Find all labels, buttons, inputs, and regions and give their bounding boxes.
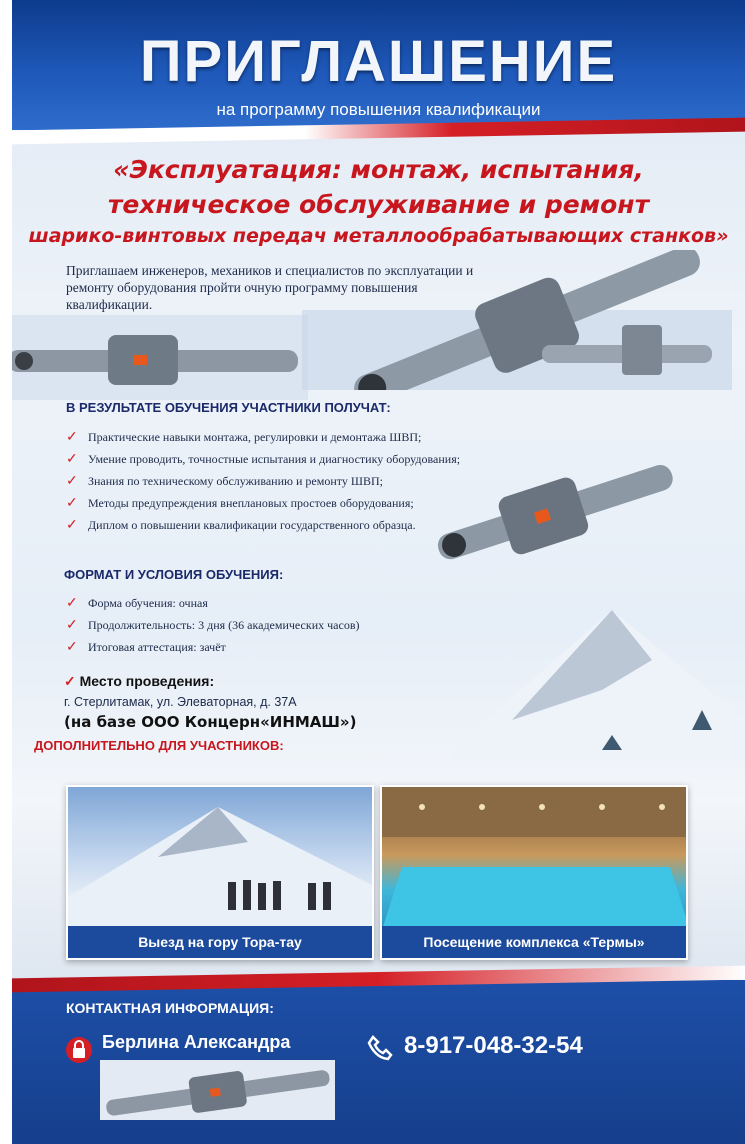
mountain-photo: [68, 787, 374, 930]
results-list: [66, 426, 460, 536]
check-icon: ✓: [66, 517, 78, 533]
format-heading: ФОРМАТ И УСЛОВИЯ ОБУЧЕНИЯ:: [64, 567, 284, 582]
intro-text: Приглашаем инженеров, механиков и специалистов по эксплуатации и ремонту оборудования пройти очную программу повышения квалификации.: [66, 263, 474, 312]
list-item: ✓ Знания по техническому обслуживанию и ремонту ШВП;: [66, 473, 383, 489]
mountain-image: [452, 600, 745, 760]
list-item: ✓ Продолжительность: 3 дня (36 академических часов): [66, 617, 360, 633]
list-item: ✓ Итоговая аттестация: зачёт: [66, 639, 226, 655]
location-address: г. Стерлитамак, ул. Элеваторная, д. 37А: [64, 695, 297, 709]
phone-icon: [366, 1034, 394, 1062]
check-icon: ✓: [66, 473, 78, 489]
contact-phone[interactable]: 8-917-048-32-54: [404, 1032, 583, 1059]
location-base: (на базе ООО Концерн«ИНМАШ»): [64, 713, 357, 731]
extra-heading: ДОПОЛНИТЕЛЬНО ДЛЯ УЧАСТНИКОВ:: [34, 738, 284, 753]
ball-screw-image-top-right: [302, 250, 732, 390]
list-item: ✓ Методы предупреждения внеплановых простоев оборудования;: [66, 495, 414, 511]
list-item: ✓ Диплом о повышении квалификации государственного образца.: [66, 517, 416, 533]
program-title-line3: шарико-винтовых передач металлообрабатывающих станков»: [28, 225, 729, 247]
list-item: ✓ Практические навыки монтажа, регулировки и демонтажа ШВП;: [66, 429, 422, 445]
program-title-line2: техническое обслуживание и ремонт: [107, 190, 650, 219]
card-mountain-trip: [66, 785, 374, 960]
lock-icon: [66, 1034, 92, 1064]
contact-heading: КОНТАКТНАЯ ИНФОРМАЦИЯ:: [66, 1000, 274, 1016]
list-item: ✓ Форма обучения: очная: [66, 595, 208, 611]
location-label: ✓ Место проведения:: [64, 673, 215, 689]
check-icon: ✓: [66, 639, 78, 655]
contact-name: Берлина Александра: [102, 1032, 291, 1052]
list-item: ✓ Умение проводить, точностные испытания и диагностику оборудования;: [66, 451, 461, 467]
ball-screw-image-footer: [100, 1060, 335, 1120]
ball-screw-image-left: [12, 315, 308, 400]
check-icon: ✓: [66, 595, 78, 611]
card-caption: Выезд на гору Тора-тау: [68, 926, 372, 958]
check-icon: ✓: [66, 429, 78, 445]
check-icon: ✓: [66, 495, 78, 511]
check-icon: ✓: [66, 617, 78, 633]
poster: [12, 0, 745, 1144]
card-thermal-complex: [380, 785, 688, 960]
check-icon: ✓: [66, 451, 78, 467]
card-caption: Посещение комплекса «Термы»: [382, 926, 686, 958]
check-icon: ✓: [64, 673, 80, 689]
page-subtitle: на программу повышения квалификации: [216, 100, 541, 119]
pool-photo: [382, 787, 688, 930]
page-title: ПРИГЛАШЕНИЕ: [139, 29, 618, 94]
format-list: [66, 592, 359, 658]
results-heading: В РЕЗУЛЬТАТЕ ОБУЧЕНИЯ УЧАСТНИКИ ПОЛУЧАТ:: [66, 400, 391, 415]
program-title-line1: «Эксплуатация: монтаж, испытания,: [113, 155, 644, 184]
ball-screw-image-middle: [422, 455, 682, 565]
